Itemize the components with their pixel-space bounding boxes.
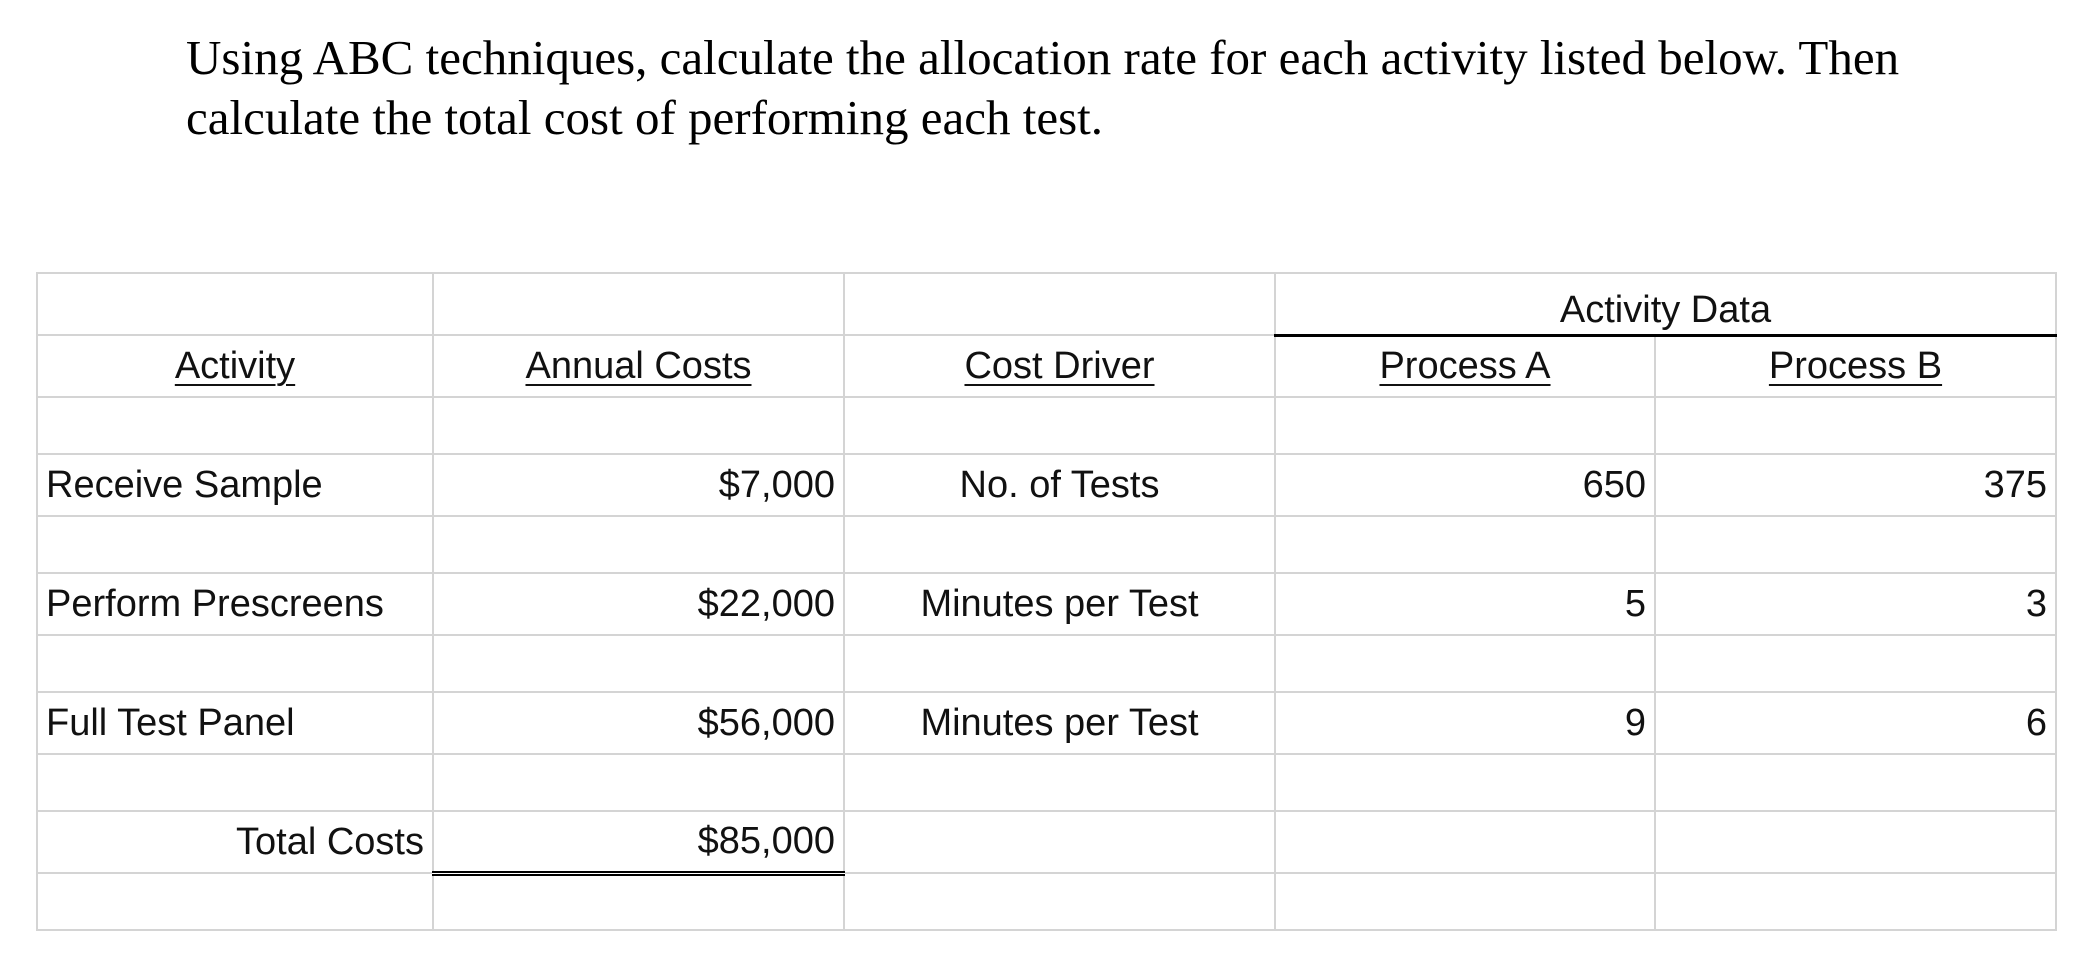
cell-blank[interactable]: [844, 754, 1275, 811]
annual-costs-cell[interactable]: $56,000: [433, 692, 844, 754]
process-a-cell[interactable]: 9: [1275, 692, 1655, 754]
header-activity: [37, 335, 433, 397]
header-process-b-label: Process B: [1768, 344, 1943, 387]
cost-driver-cell[interactable]: Minutes per Test: [844, 573, 1275, 635]
instructions-line-2: calculate the total cost of performing each test.: [186, 90, 1104, 145]
cell-blank[interactable]: [433, 873, 844, 930]
column-header-row: [37, 335, 2056, 397]
cell-blank[interactable]: [844, 873, 1275, 930]
cell-blank[interactable]: [433, 273, 844, 335]
header-process-a-label: Process A: [1379, 344, 1551, 387]
cell-blank[interactable]: [1655, 635, 2056, 692]
table-row: [37, 454, 2056, 516]
annual-costs-cell[interactable]: $7,000: [433, 454, 844, 516]
cell-blank[interactable]: [1275, 811, 1655, 873]
cell-blank[interactable]: [433, 516, 844, 573]
annual-costs-cell[interactable]: $22,000: [433, 573, 844, 635]
cell-blank[interactable]: [1275, 873, 1655, 930]
cell-blank[interactable]: [37, 397, 433, 454]
total-costs-label[interactable]: Total Costs: [37, 811, 433, 873]
activity-cell[interactable]: Receive Sample: [37, 454, 433, 516]
spacer-row: [37, 516, 2056, 573]
instructions-line-1: Using ABC techniques, calculate the allocation rate for each activity listed below. Then: [186, 30, 1900, 85]
cell-blank[interactable]: [433, 397, 844, 454]
header-process-a: [1275, 335, 1655, 397]
group-header-row: [37, 273, 2056, 335]
cell-blank[interactable]: [37, 516, 433, 573]
cell-blank[interactable]: [1275, 635, 1655, 692]
process-b-cell[interactable]: 3: [1655, 573, 2056, 635]
process-a-cell[interactable]: 650: [1275, 454, 1655, 516]
process-b-cell[interactable]: 6: [1655, 692, 2056, 754]
activity-cell[interactable]: Perform Prescreens: [37, 573, 433, 635]
cell-blank[interactable]: [844, 811, 1275, 873]
cell-blank[interactable]: [1655, 516, 2056, 573]
header-annual-costs-label: Annual Costs: [525, 344, 752, 387]
spacer-row: [37, 397, 2056, 454]
cell-blank[interactable]: [37, 754, 433, 811]
cell-blank[interactable]: [844, 516, 1275, 573]
header-activity-label: Activity: [174, 344, 296, 387]
cell-blank[interactable]: [1655, 397, 2056, 454]
total-row: [37, 811, 2056, 873]
header-cost-driver-label: Cost Driver: [964, 344, 1155, 387]
process-b-cell[interactable]: 375: [1655, 454, 2056, 516]
table-row: [37, 692, 2056, 754]
cell-blank[interactable]: [1655, 811, 2056, 873]
cell-blank[interactable]: [37, 873, 433, 930]
cell-blank[interactable]: [1275, 754, 1655, 811]
header-process-b: [1655, 335, 2056, 397]
cell-blank[interactable]: [1655, 873, 2056, 930]
cost-driver-cell[interactable]: Minutes per Test: [844, 692, 1275, 754]
cell-blank[interactable]: [433, 635, 844, 692]
spacer-row: [37, 754, 2056, 811]
cell-blank[interactable]: [1275, 397, 1655, 454]
activity-data-header: Activity Data: [1275, 273, 2056, 335]
cell-blank[interactable]: [37, 273, 433, 335]
cost-driver-cell[interactable]: No. of Tests: [844, 454, 1275, 516]
instructions-text: [186, 28, 2036, 148]
spacer-row: [37, 635, 2056, 692]
cell-blank[interactable]: [1275, 516, 1655, 573]
process-a-cell[interactable]: 5: [1275, 573, 1655, 635]
cell-blank[interactable]: [844, 635, 1275, 692]
header-annual-costs: [433, 335, 844, 397]
abc-activity-table: [36, 272, 2057, 931]
table-row: [37, 573, 2056, 635]
cell-blank[interactable]: [433, 754, 844, 811]
activity-cell[interactable]: Full Test Panel: [37, 692, 433, 754]
spacer-row: [37, 873, 2056, 930]
total-costs-value[interactable]: $85,000: [433, 811, 844, 873]
cell-blank[interactable]: [37, 635, 433, 692]
cell-blank[interactable]: [844, 273, 1275, 335]
cell-blank[interactable]: [844, 397, 1275, 454]
cell-blank[interactable]: [1655, 754, 2056, 811]
header-cost-driver: [844, 335, 1275, 397]
